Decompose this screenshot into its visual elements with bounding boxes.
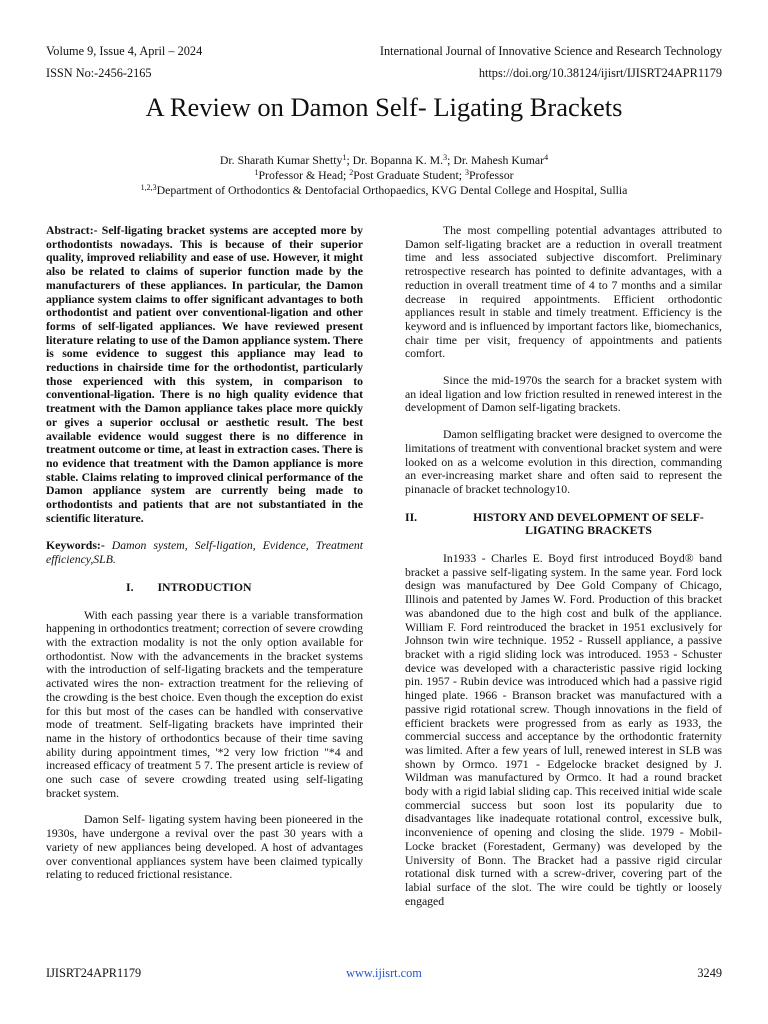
affiliation (0, 183, 768, 198)
role-2-sup: 2 (349, 168, 354, 177)
paragraph: The most compelling potential advantages attributed to Damon self-ligating bracket are a reduction in overall treatment time and less associated subjective discomfort. Preliminary retrospective research has pointed to definite advantages, with a reduction in overall treatment time of 4 to 7 months and a similar decrease in required appointments. Efficient orthodontic appliances result in stable and timely treatment. Efficiency is the keyword and is influenced by important factors like, biomechanics, chair time per visit, frequency of appointments and patients comfort. (405, 224, 722, 361)
issn: ISSN No:-2456-2165 (46, 66, 152, 80)
author-roles (0, 168, 768, 183)
journal-volume: Volume 9, Issue 4, April – 2024 (46, 44, 203, 58)
author-3: ; Dr. Mahesh Kumar (447, 153, 545, 167)
keywords-label: Keywords:- (46, 539, 105, 553)
paragraph: Since the mid-1970s the search for a bracket system with an ideal ligation and low friction resulted in renewed interest in the development of Damon self-ligating brackets. (405, 374, 722, 415)
section-heading-introduction (46, 581, 363, 595)
role-1: Professor & Head; (258, 168, 350, 182)
section-title: INTRODUCTION (157, 580, 252, 594)
author-2: ; Dr. Bopanna K. M. (346, 153, 444, 167)
author-1-sup: 1 (342, 153, 347, 162)
role-2: Post Graduate Student; (353, 168, 465, 182)
role-3-sup: 3 (464, 168, 469, 177)
author-2-sup: 3 (443, 153, 448, 162)
author-3-sup: 4 (544, 153, 549, 162)
paragraph: Damon selfligating bracket were designed to overcome the limitations of treatment with conventional bracket system and were looked on as a welcome evolution in this direction, commanding an ever-increasing market share and often said to represent the pinanacle of bracket technology10. (405, 428, 722, 496)
author-block (0, 153, 768, 198)
right-column (405, 224, 722, 908)
affiliation-sup: 1,2,3 (140, 183, 157, 192)
section-number: II. (405, 510, 418, 524)
affiliation-text: Department of Orthodontics & Dentofacial Orthopaedics, KVG Dental College and Hospital, Sullia (156, 183, 628, 197)
role-3: Professor (468, 168, 514, 182)
author-names (0, 153, 768, 168)
paragraph: Damon Self- ligating system having been pioneered in the 1930s, have undergone a revival over the past 30 years with a variety of new appliances being developed. A host of advantages over conventional appliances system have been claimed typically relating to reduced frictional resistance. (46, 813, 363, 882)
keywords (46, 539, 363, 566)
section-title: HISTORY AND DEVELOPMENT OF SELF-LIGATING BRACKETS (473, 510, 704, 538)
doi-link[interactable]: https://doi.org/10.38124/ijisrt/IJISRT24APR1179 (478, 66, 722, 80)
left-column (46, 224, 363, 882)
paragraph: With each passing year there is a variable transformation happening in orthodontics treatment; correction of severe crowding with the extraction modality is not the only option available for orthodontist. Now with the advancements in the bracket systems with the introduction of self-ligating brackets and the temperature activated wires the non- extraction treatment for the relieving of the crowding is the best choice. Even though the exception do exist for this but most of the cases can be handled with conservative mode of treatment. Self-ligating brackets have imprinted their name in the history of orthodontics because of their time saving ability during appointment times, '*2 very low friction "*4 and increased efficacy of treatment 5 7. The present article is review of one such case of severe crowding treated using self-ligating bracket system. (46, 608, 363, 800)
footer-paper-id: IJISRT24APR1179 (46, 966, 142, 980)
keywords-text: Damon system, Self-ligation, Evidence, Treatment efficiency,SLB. (46, 539, 363, 567)
section-number: I. (126, 580, 134, 594)
section-heading-history (405, 511, 722, 538)
role-1-sup: 1 (254, 168, 259, 177)
footer-website-link[interactable]: www.ijisrt.com (346, 966, 422, 980)
page-number: 3249 (697, 966, 722, 980)
journal-name: International Journal of Innovative Science and Research Technology (379, 44, 722, 58)
paragraph: In1933 - Charles E. Boyd first introduced Boyd® band bracket a passive self-ligating system. In the same year. Ford lock design was manufactured by Dee Gold Company of Chicago, Illinois and patented by James W. Ford. Production of this bracket was abandoned due to the high cost and bulk of the appliance. William F. Ford reintroduced the bracket in 1951 exclusively for Johnson twin wire technique. 1952 - Russell appliance, a passive bracket with a rigid sliding lock was introduced. 1953 - Schuster device was developed with a characteristic passive rigid locking pin. 1957 - Rubin device was introduced which had a passive rigid hinged plate. 1966 - Branson bracket was manufactured with a passive rigid rotational screw. Though innovations in the field of efficient brackets were progressed from as early as 1933, the commercial success and acceptance by the orthodontic fraternity was limited. After a few years of lull, renewed interest in SLB was shown by Ormco. 1971 - Edgelocke bracket designed by J. Wildman was manufactured by Ormco. It had a round bracket body with a rigid labial sliding cap. This received initial wide scale commercial success but soon lost its popularity due to disadvantages like inadequate rotational control, excessive bulk, inconvenience of opening and closing the slide. 1979 - Mobil-Locke bracket (Forestadent, Germany) was developed by the University of Bonn. The Bracket had a passive rigid circular rotational disk turned with a screw-driver, covering part of the labial surface of the slot. The wire could be tightly or loosely engaged (405, 552, 722, 908)
author-1: Dr. Sharath Kumar Shetty (219, 153, 343, 167)
abstract: Abstract:- Self-ligating bracket systems are accepted more by orthodontists nowadays. This is because of their superior quality, improved reliability and ease of use. However, it might also be related to claims of superior function made by the manufacturers of these appliances. In particular, the Damon appliance system claims to offer significant advantages to both orthodontist and patient over conventional-ligation and other forms of self-ligated appliances. We have reviewed present literature relating to use of the Damon appliance system. There is some evidence to suggest this appliance may lead to reductions in chairside time for the orthodontist, particularly those experienced with this system, in comparison to conventional-ligation. There is no high quality evidence that treatment with the Damon appliance takes place more quickly or gives a superior occlusal or aesthetic result. The best available evidence would suggest there is no difference in treatment outcome or time, at least in extraction cases. There is no evidence that treatment with the Damon appliance is more stable. Claims relating to improved clinical performance of the Damon appliance system are currently being made to orthodontists and patients that are not substantiated in the scientific literature. (46, 224, 363, 525)
paper-title: A Review on Damon Self- Ligating Brackets (145, 92, 623, 122)
